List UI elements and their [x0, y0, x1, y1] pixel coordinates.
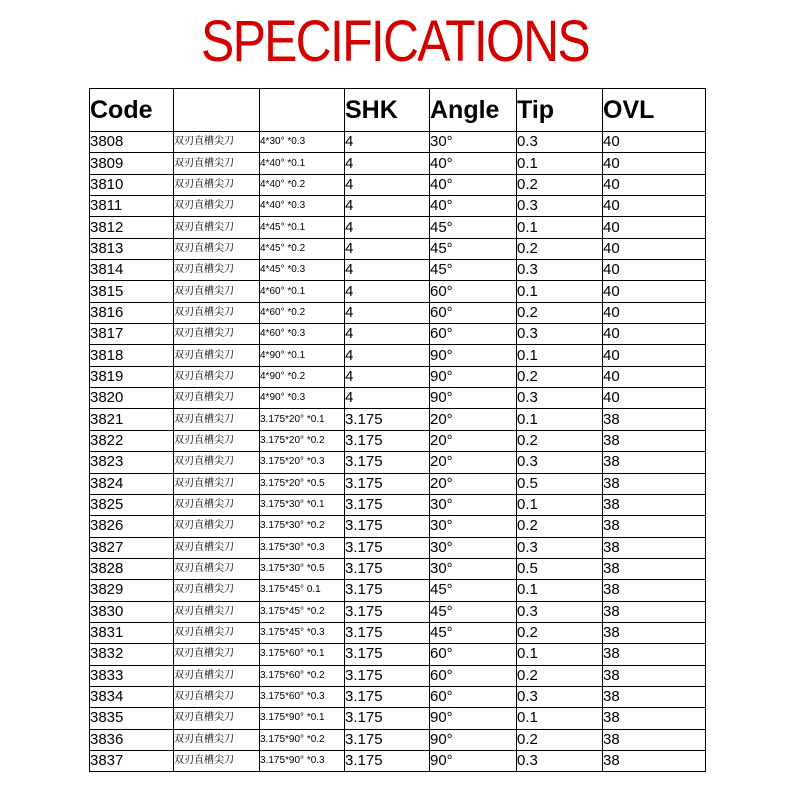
cell-name: 双刃直槽尖刀 — [174, 644, 260, 665]
table-row — [90, 281, 706, 302]
header-angle: Angle — [430, 89, 517, 132]
cell-code: 3817 — [90, 324, 174, 345]
cell-ovl: 38 — [603, 644, 706, 665]
cell-name: 双刃直槽尖刀 — [174, 217, 260, 238]
cell-ovl: 38 — [603, 452, 706, 473]
cell-ovl: 38 — [603, 729, 706, 750]
cell-angle: 60° — [430, 281, 517, 302]
cell-tip: 0.3 — [517, 601, 603, 622]
cell-tip: 0.2 — [517, 729, 603, 750]
table-row — [90, 708, 706, 729]
cell-name: 双刃直槽尖刀 — [174, 345, 260, 366]
cell-size: 3.175*60° *0.3 — [260, 686, 345, 707]
cell-tip: 0.1 — [517, 281, 603, 302]
cell-ovl: 40 — [603, 217, 706, 238]
cell-angle: 60° — [430, 644, 517, 665]
cell-angle: 60° — [430, 324, 517, 345]
cell-name: 双刃直槽尖刀 — [174, 366, 260, 387]
cell-shk: 4 — [345, 132, 430, 153]
cell-shk: 3.175 — [345, 452, 430, 473]
cell-tip: 0.2 — [517, 174, 603, 195]
cell-size: 3.175*45° *0.3 — [260, 622, 345, 643]
cell-tip: 0.1 — [517, 409, 603, 430]
cell-name: 双刃直槽尖刀 — [174, 132, 260, 153]
cell-code: 3826 — [90, 516, 174, 537]
cell-code: 3827 — [90, 537, 174, 558]
cell-name: 双刃直槽尖刀 — [174, 260, 260, 281]
cell-name: 双刃直槽尖刀 — [174, 665, 260, 686]
cell-shk: 3.175 — [345, 750, 430, 771]
cell-angle: 40° — [430, 196, 517, 217]
cell-tip: 0.2 — [517, 665, 603, 686]
cell-code: 3816 — [90, 302, 174, 323]
cell-name: 双刃直槽尖刀 — [174, 708, 260, 729]
cell-shk: 3.175 — [345, 516, 430, 537]
cell-size: 4*90° *0.1 — [260, 345, 345, 366]
cell-code: 3820 — [90, 388, 174, 409]
header-name — [174, 89, 260, 132]
header-tip: Tip — [517, 89, 603, 132]
cell-name: 双刃直槽尖刀 — [174, 580, 260, 601]
cell-ovl: 40 — [603, 281, 706, 302]
table-row — [90, 452, 706, 473]
cell-shk: 4 — [345, 174, 430, 195]
cell-size: 3.175*90° *0.1 — [260, 708, 345, 729]
cell-code: 3812 — [90, 217, 174, 238]
cell-shk: 3.175 — [345, 686, 430, 707]
cell-ovl: 38 — [603, 430, 706, 451]
cell-angle: 45° — [430, 601, 517, 622]
table-row — [90, 174, 706, 195]
table-row — [90, 601, 706, 622]
table-row — [90, 388, 706, 409]
cell-angle: 20° — [430, 409, 517, 430]
table-row — [90, 473, 706, 494]
cell-shk: 4 — [345, 260, 430, 281]
cell-tip: 0.2 — [517, 238, 603, 259]
table-row — [90, 366, 706, 387]
cell-size: 3.175*20° *0.3 — [260, 452, 345, 473]
cell-size: 3.175*45° 0.1 — [260, 580, 345, 601]
table-row — [90, 580, 706, 601]
cell-tip: 0.1 — [517, 494, 603, 515]
cell-ovl: 38 — [603, 558, 706, 579]
cell-size: 3.175*60° *0.2 — [260, 665, 345, 686]
table-row — [90, 750, 706, 771]
cell-name: 双刃直槽尖刀 — [174, 494, 260, 515]
cell-ovl: 40 — [603, 174, 706, 195]
cell-angle: 45° — [430, 260, 517, 281]
cell-tip: 0.3 — [517, 196, 603, 217]
cell-angle: 30° — [430, 558, 517, 579]
table-row — [90, 665, 706, 686]
cell-size: 4*60° *0.1 — [260, 281, 345, 302]
cell-tip: 0.2 — [517, 302, 603, 323]
table-row — [90, 132, 706, 153]
cell-shk: 4 — [345, 388, 430, 409]
cell-ovl: 40 — [603, 153, 706, 174]
cell-code: 3822 — [90, 430, 174, 451]
cell-code: 3834 — [90, 686, 174, 707]
cell-size: 4*60° *0.2 — [260, 302, 345, 323]
cell-code: 3819 — [90, 366, 174, 387]
table-row — [90, 644, 706, 665]
cell-ovl: 38 — [603, 622, 706, 643]
table-row — [90, 430, 706, 451]
cell-size: 4*90° *0.3 — [260, 388, 345, 409]
cell-shk: 4 — [345, 345, 430, 366]
cell-angle: 40° — [430, 153, 517, 174]
cell-ovl: 40 — [603, 260, 706, 281]
cell-angle: 90° — [430, 345, 517, 366]
cell-angle: 60° — [430, 302, 517, 323]
cell-angle: 45° — [430, 622, 517, 643]
cell-ovl: 40 — [603, 132, 706, 153]
cell-angle: 60° — [430, 686, 517, 707]
cell-code: 3811 — [90, 196, 174, 217]
table-row — [90, 729, 706, 750]
cell-size: 3.175*20° *0.5 — [260, 473, 345, 494]
cell-angle: 30° — [430, 494, 517, 515]
page-title: SPECIFICATIONS — [201, 9, 589, 74]
cell-size: 4*30° *0.3 — [260, 132, 345, 153]
table-row — [90, 153, 706, 174]
table-row — [90, 494, 706, 515]
cell-angle: 90° — [430, 366, 517, 387]
cell-ovl: 38 — [603, 409, 706, 430]
cell-tip: 0.3 — [517, 132, 603, 153]
table-row — [90, 558, 706, 579]
cell-ovl: 40 — [603, 238, 706, 259]
cell-angle: 90° — [430, 708, 517, 729]
cell-size: 3.175*90° *0.3 — [260, 750, 345, 771]
cell-shk: 3.175 — [345, 409, 430, 430]
cell-shk: 4 — [345, 366, 430, 387]
header-shk: SHK — [345, 89, 430, 132]
table-row — [90, 324, 706, 345]
cell-tip: 0.2 — [517, 516, 603, 537]
cell-shk: 4 — [345, 196, 430, 217]
cell-code: 3833 — [90, 665, 174, 686]
cell-angle: 20° — [430, 452, 517, 473]
cell-tip: 0.3 — [517, 324, 603, 345]
cell-size: 4*60° *0.3 — [260, 324, 345, 345]
cell-code: 3814 — [90, 260, 174, 281]
cell-name: 双刃直槽尖刀 — [174, 537, 260, 558]
cell-size: 4*45° *0.3 — [260, 260, 345, 281]
cell-angle: 30° — [430, 537, 517, 558]
cell-size: 3.175*60° *0.1 — [260, 644, 345, 665]
cell-shk: 3.175 — [345, 473, 430, 494]
cell-name: 双刃直槽尖刀 — [174, 153, 260, 174]
cell-angle: 45° — [430, 580, 517, 601]
cell-code: 3808 — [90, 132, 174, 153]
header-size — [260, 89, 345, 132]
cell-tip: 0.5 — [517, 558, 603, 579]
cell-ovl: 40 — [603, 302, 706, 323]
table-row — [90, 196, 706, 217]
table-row — [90, 302, 706, 323]
cell-name: 双刃直槽尖刀 — [174, 601, 260, 622]
cell-size: 3.175*30° *0.2 — [260, 516, 345, 537]
cell-name: 双刃直槽尖刀 — [174, 622, 260, 643]
cell-code: 3830 — [90, 601, 174, 622]
cell-angle: 90° — [430, 750, 517, 771]
cell-tip: 0.3 — [517, 388, 603, 409]
header-ovl: OVL — [603, 89, 706, 132]
cell-shk: 3.175 — [345, 729, 430, 750]
cell-ovl: 40 — [603, 366, 706, 387]
table-row — [90, 516, 706, 537]
cell-angle: 20° — [430, 430, 517, 451]
cell-angle: 90° — [430, 388, 517, 409]
cell-tip: 0.1 — [517, 345, 603, 366]
cell-tip: 0.3 — [517, 452, 603, 473]
cell-angle: 20° — [430, 473, 517, 494]
table-header-row — [90, 89, 706, 132]
cell-code: 3828 — [90, 558, 174, 579]
cell-name: 双刃直槽尖刀 — [174, 388, 260, 409]
cell-ovl: 38 — [603, 537, 706, 558]
cell-name: 双刃直槽尖刀 — [174, 281, 260, 302]
cell-ovl: 38 — [603, 516, 706, 537]
table-row — [90, 260, 706, 281]
cell-ovl: 38 — [603, 494, 706, 515]
cell-angle: 30° — [430, 516, 517, 537]
cell-ovl: 40 — [603, 388, 706, 409]
cell-shk: 4 — [345, 281, 430, 302]
cell-name: 双刃直槽尖刀 — [174, 729, 260, 750]
header-code: Code — [90, 89, 174, 132]
cell-code: 3824 — [90, 473, 174, 494]
cell-code: 3818 — [90, 345, 174, 366]
cell-angle: 45° — [430, 217, 517, 238]
specifications-table — [89, 88, 706, 772]
cell-name: 双刃直槽尖刀 — [174, 302, 260, 323]
cell-code: 3821 — [90, 409, 174, 430]
cell-shk: 3.175 — [345, 644, 430, 665]
cell-ovl: 38 — [603, 708, 706, 729]
cell-code: 3825 — [90, 494, 174, 515]
table-row — [90, 345, 706, 366]
cell-size: 3.175*20° *0.2 — [260, 430, 345, 451]
cell-code: 3836 — [90, 729, 174, 750]
cell-angle: 45° — [430, 238, 517, 259]
cell-size: 4*40° *0.3 — [260, 196, 345, 217]
cell-ovl: 38 — [603, 473, 706, 494]
cell-ovl: 38 — [603, 750, 706, 771]
cell-size: 4*40° *0.2 — [260, 174, 345, 195]
cell-name: 双刃直槽尖刀 — [174, 750, 260, 771]
cell-code: 3837 — [90, 750, 174, 771]
cell-name: 双刃直槽尖刀 — [174, 430, 260, 451]
table-row — [90, 238, 706, 259]
cell-tip: 0.1 — [517, 644, 603, 665]
cell-shk: 4 — [345, 238, 430, 259]
cell-name: 双刃直槽尖刀 — [174, 473, 260, 494]
cell-shk: 4 — [345, 324, 430, 345]
cell-shk: 3.175 — [345, 708, 430, 729]
cell-tip: 0.1 — [517, 708, 603, 729]
cell-size: 3.175*90° *0.2 — [260, 729, 345, 750]
cell-shk: 3.175 — [345, 494, 430, 515]
cell-shk: 4 — [345, 153, 430, 174]
cell-code: 3835 — [90, 708, 174, 729]
table-body — [90, 132, 706, 772]
cell-code: 3831 — [90, 622, 174, 643]
cell-tip: 0.1 — [517, 217, 603, 238]
cell-shk: 3.175 — [345, 430, 430, 451]
cell-size: 3.175*20° *0.1 — [260, 409, 345, 430]
cell-tip: 0.3 — [517, 750, 603, 771]
cell-tip: 0.2 — [517, 366, 603, 387]
cell-name: 双刃直槽尖刀 — [174, 558, 260, 579]
cell-code: 3832 — [90, 644, 174, 665]
cell-ovl: 40 — [603, 196, 706, 217]
cell-name: 双刃直槽尖刀 — [174, 196, 260, 217]
table-row — [90, 622, 706, 643]
table-row — [90, 537, 706, 558]
cell-shk: 4 — [345, 217, 430, 238]
cell-ovl: 40 — [603, 324, 706, 345]
cell-shk: 3.175 — [345, 665, 430, 686]
cell-name: 双刃直槽尖刀 — [174, 686, 260, 707]
cell-size: 4*45° *0.1 — [260, 217, 345, 238]
cell-tip: 0.3 — [517, 537, 603, 558]
cell-shk: 4 — [345, 302, 430, 323]
cell-angle: 90° — [430, 729, 517, 750]
cell-ovl: 38 — [603, 580, 706, 601]
cell-code: 3810 — [90, 174, 174, 195]
cell-ovl: 38 — [603, 665, 706, 686]
cell-tip: 0.3 — [517, 260, 603, 281]
cell-name: 双刃直槽尖刀 — [174, 516, 260, 537]
cell-code: 3813 — [90, 238, 174, 259]
cell-size: 4*90° *0.2 — [260, 366, 345, 387]
cell-tip: 0.5 — [517, 473, 603, 494]
cell-shk: 3.175 — [345, 601, 430, 622]
cell-name: 双刃直槽尖刀 — [174, 174, 260, 195]
cell-name: 双刃直槽尖刀 — [174, 238, 260, 259]
cell-tip: 0.3 — [517, 686, 603, 707]
cell-shk: 3.175 — [345, 558, 430, 579]
cell-size: 4*45° *0.2 — [260, 238, 345, 259]
cell-name: 双刃直槽尖刀 — [174, 409, 260, 430]
cell-ovl: 40 — [603, 345, 706, 366]
cell-size: 3.175*30° *0.3 — [260, 537, 345, 558]
cell-code: 3809 — [90, 153, 174, 174]
cell-angle: 60° — [430, 665, 517, 686]
cell-shk: 3.175 — [345, 580, 430, 601]
cell-code: 3815 — [90, 281, 174, 302]
cell-code: 3823 — [90, 452, 174, 473]
cell-shk: 3.175 — [345, 537, 430, 558]
cell-size: 3.175*30° *0.5 — [260, 558, 345, 579]
cell-size: 4*40° *0.1 — [260, 153, 345, 174]
cell-tip: 0.2 — [517, 622, 603, 643]
cell-shk: 3.175 — [345, 622, 430, 643]
cell-name: 双刃直槽尖刀 — [174, 324, 260, 345]
cell-ovl: 38 — [603, 601, 706, 622]
cell-size: 3.175*45° *0.2 — [260, 601, 345, 622]
cell-tip: 0.1 — [517, 580, 603, 601]
cell-tip: 0.2 — [517, 430, 603, 451]
table-row — [90, 409, 706, 430]
cell-angle: 40° — [430, 174, 517, 195]
cell-tip: 0.1 — [517, 153, 603, 174]
cell-ovl: 38 — [603, 686, 706, 707]
cell-size: 3.175*30° *0.1 — [260, 494, 345, 515]
table-row — [90, 217, 706, 238]
cell-code: 3829 — [90, 580, 174, 601]
cell-name: 双刃直槽尖刀 — [174, 452, 260, 473]
cell-angle: 30° — [430, 132, 517, 153]
table-row — [90, 686, 706, 707]
